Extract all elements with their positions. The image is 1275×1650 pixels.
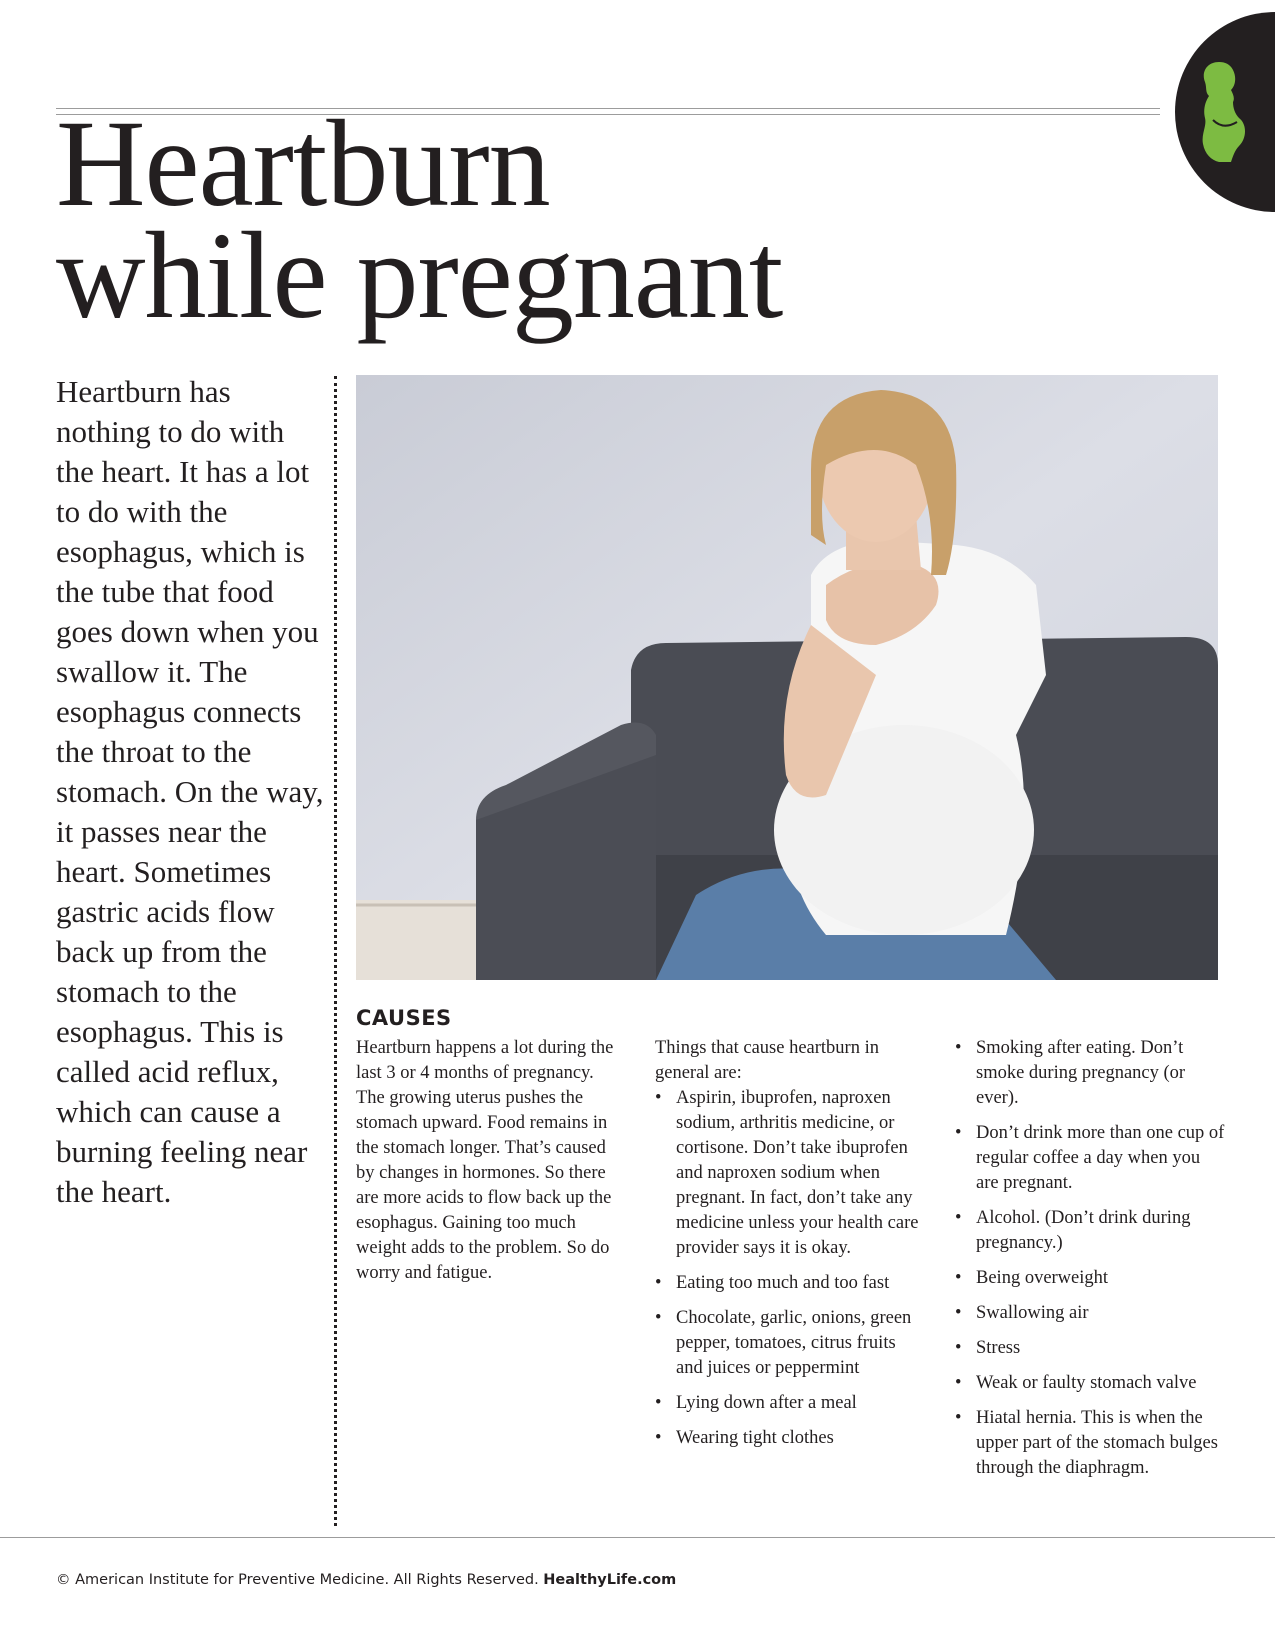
list-item: • Eating too much and too fast (655, 1271, 925, 1296)
list-item: • Stress (955, 1336, 1225, 1361)
footer-copyright: © American Institute for Preventive Medicine. All Rights Reserved. (56, 1572, 539, 1588)
intro-paragraph: Heartburn has nothing to do with the heart. It has a lot to do with the esophagus, which is the tube that food goes down when you swallow it. The esophagus connects the throat to the stomach. On the way, it passes near the heart. Sometimes gastric acids flow back up from the stomach to the esophagus. This is called acid reflux, which can cause a burning feeling near the heart. (56, 374, 324, 1209)
corner-badge (1175, 12, 1275, 212)
list-item: • Smoking after eating. Don’t smoke during pregnancy (or ever). (955, 1036, 1225, 1111)
causes-heading: CAUSES (356, 1006, 452, 1030)
dotted-divider (334, 376, 337, 1526)
pregnant-woman-photo (356, 375, 1218, 980)
list-item: • Swallowing air (955, 1301, 1225, 1326)
list-item: • Being overweight (955, 1266, 1225, 1291)
causes-paragraph: Heartburn happens a lot during the last 3 or 4 months of pregnancy. The growing uterus pushes the stomach upward. Food remains in the stomach longer. That’s caused by changes in hormones. So there are more acids to flow back up the esophagus. Gaining too much weight adds to the problem. So do worry and fatigue. (356, 1038, 614, 1283)
list-item: • Aspirin, ibuprofen, naproxen sodium, arthritis medicine, or cortisone. Don’t take ibuprofen and naproxen sodium when pregnant. In fact, don’t take any medicine unless your health care provider says it is okay. (655, 1086, 925, 1261)
page-title (56, 95, 783, 344)
title-line-2: while pregnant (56, 207, 783, 344)
footer-rule (0, 1537, 1275, 1538)
causes-column-3 (955, 1036, 1225, 1491)
causes-column-2 (655, 1036, 925, 1461)
causes-list-2 (955, 1036, 1225, 1481)
list-item: • Wearing tight clothes (655, 1426, 925, 1451)
title-line-1: Heartburn (56, 95, 550, 232)
footer-site-link[interactable]: HealthyLife.com (543, 1572, 677, 1588)
causes-column-1 (356, 1036, 626, 1286)
causes-list-1 (655, 1086, 925, 1451)
list-item: • Chocolate, garlic, onions, green pepper, tomatoes, citrus fruits and juices or peppermint (655, 1306, 925, 1381)
list-item: • Alcohol. (Don’t drink during pregnancy.) (955, 1206, 1225, 1256)
causes-list-intro: Things that cause heartburn in general are: (655, 1038, 879, 1083)
footer (56, 1572, 676, 1588)
list-item: • Weak or faulty stomach valve (955, 1371, 1225, 1396)
list-item: • Don’t drink more than one cup of regular coffee a day when you are pregnant. (955, 1121, 1225, 1196)
list-item: • Lying down after a meal (655, 1391, 925, 1416)
pregnant-woman-icon (1197, 60, 1249, 164)
list-item: • Hiatal hernia. This is when the upper part of the stomach bulges through the diaphragm. (955, 1406, 1225, 1481)
